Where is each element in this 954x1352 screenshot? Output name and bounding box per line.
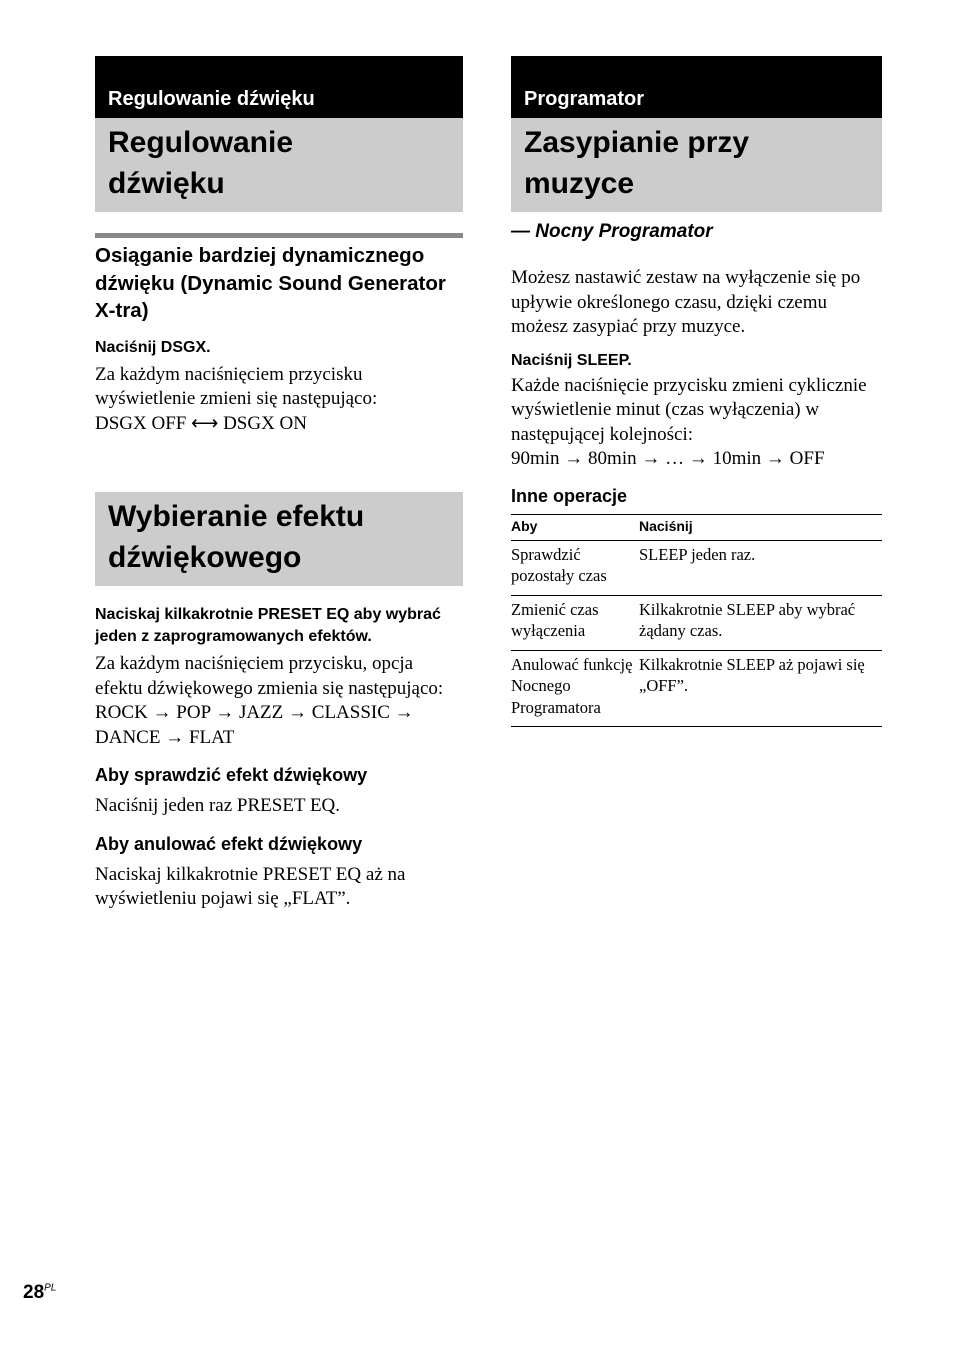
table-cell: Zmienić czas wyłączenia	[511, 595, 639, 650]
table-cell: Anulować funkcję Nocnego Programatora	[511, 650, 639, 727]
table-row	[511, 595, 882, 650]
preset-eq-sequence: ROCK → POP → JAZZ → CLASSIC → DANCE → FLAT	[95, 702, 414, 748]
sleep-title	[511, 118, 882, 212]
page-number-suffix: PL	[44, 1282, 57, 1294]
page-title-line2: dźwięku	[108, 167, 225, 200]
table-cell: Kilkakrotnie SLEEP aż pojawi się „OFF”.	[639, 650, 882, 727]
page-title	[95, 118, 463, 212]
cancel-effect-body: Naciskaj kilkakrotnie PRESET EQ aż na wyświetleniu pojawi się „FLAT”.	[95, 863, 406, 909]
dsgx-body: Za każdym naciśnięciem przycisku wyświetlenie zmieni się następująco:	[95, 363, 378, 409]
page-title-line1: Regulowanie	[108, 126, 294, 159]
sleep-instruction: Naciśnij SLEEP.	[511, 351, 632, 369]
sound-effect-title-line1: Wybieranie efektu	[108, 500, 365, 533]
table-row	[511, 650, 882, 727]
table-header: Naciśnij	[639, 514, 882, 540]
table-cell: SLEEP jeden raz.	[639, 540, 882, 595]
sleep-title-line2: muzyce	[524, 167, 635, 200]
table-cell: Kilkakrotnie SLEEP aby wybrać żądany czas.	[639, 595, 882, 650]
left-column	[95, 56, 463, 912]
table-row	[511, 540, 882, 595]
table-header: Aby	[511, 514, 639, 540]
sound-effect-title	[95, 492, 463, 586]
section-band: Regulowanie dźwięku	[95, 56, 463, 118]
sleep-title-line1: Zasypianie przy	[524, 126, 750, 159]
sleep-body: Każde naciśnięcie przycisku zmieni cyklicznie wyświetlenie minut (czas wyłączenia) w następującej kolejności:	[511, 374, 867, 445]
table-cell: Sprawdzić pozostały czas	[511, 540, 639, 595]
dsgx-instruction: Naciśnij DSGX.	[95, 338, 211, 356]
check-effect-heading: Aby sprawdzić efekt dźwiękowy	[95, 765, 368, 785]
dsgx-heading: Osiąganie bardziej dynamicznego dźwięku (Dynamic Sound Generator X-tra)	[95, 244, 446, 322]
operations-table	[511, 514, 882, 728]
table-header-row	[511, 514, 882, 540]
page-number-value: 28	[23, 1282, 45, 1303]
page-number	[23, 1282, 56, 1304]
check-effect-body: Naciśnij jeden raz PRESET EQ.	[95, 795, 341, 816]
dsgx-sequence: DSGX OFF ⟷ DSGX ON	[95, 412, 307, 434]
preset-eq-instruction: Naciskaj kilkakrotnie PRESET EQ aby wybrać jeden z zaprogramowanych efektów.	[95, 606, 441, 645]
sleep-intro: Możesz nastawić zestaw na wyłączenie się po upływie określonego czasu, dzięki czemu możesz zasypiać przy muzyce.	[511, 267, 861, 337]
sound-effect-title-line2: dźwiękowego	[108, 541, 302, 574]
other-operations-heading: Inne operacje	[511, 485, 628, 506]
cancel-effect-heading: Aby anulować efekt dźwiękowy	[95, 833, 363, 854]
right-column	[511, 56, 882, 727]
preset-eq-body: Za każdym naciśnięciem przycisku, opcja efektu dźwiękowego zmienia się następująco:	[95, 653, 444, 699]
section-band-programator: Programator	[511, 56, 882, 118]
section-divider	[95, 233, 463, 238]
sleep-sequence: 90min → 80min → … → 10min → OFF	[511, 448, 825, 469]
sleep-subtitle: — Nocny Programator	[511, 221, 713, 242]
